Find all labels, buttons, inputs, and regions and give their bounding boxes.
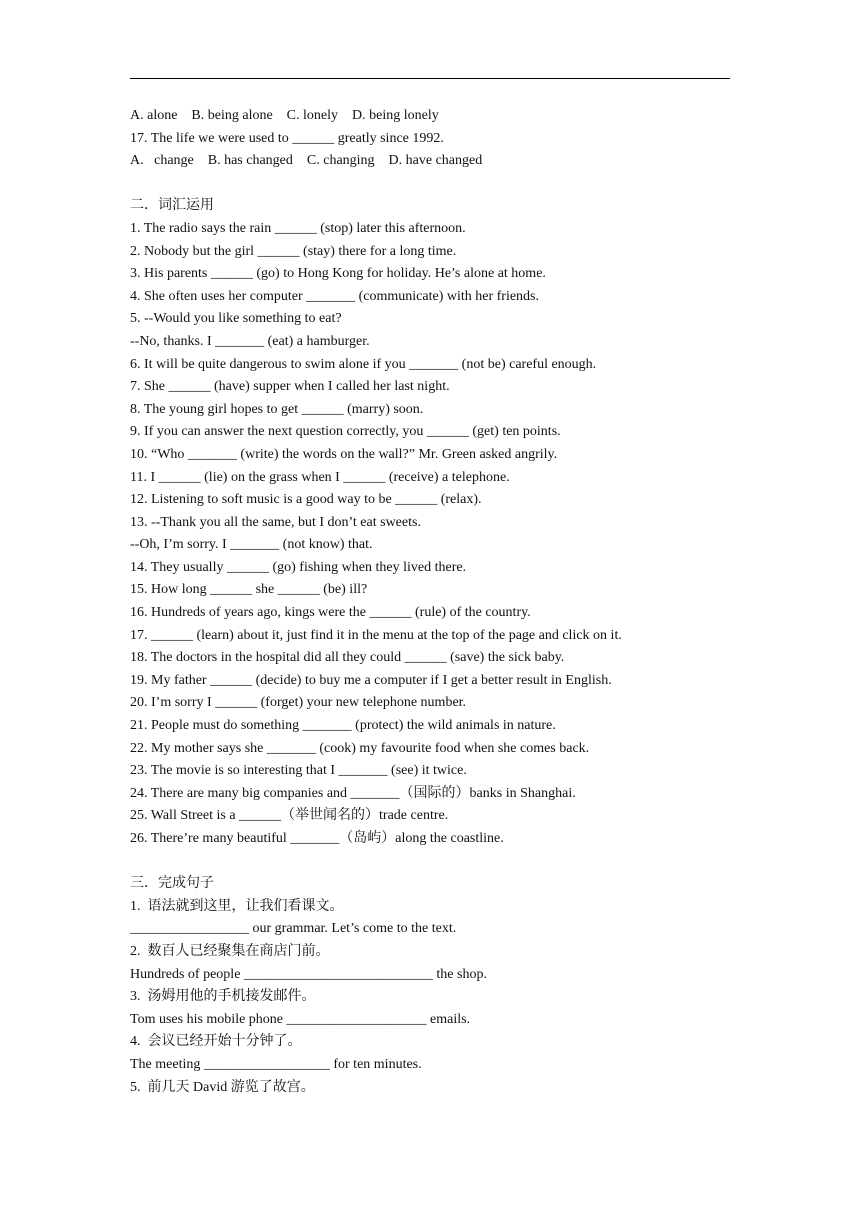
exercise-line: 23. The movie is so interesting that I _______ (see) it twice.	[130, 763, 467, 779]
exercise-line: 14. They usually ______ (go) fishing when they lived there.	[130, 559, 467, 575]
sentence-answer-line: Tom uses his mobile phone ____________________ emails.	[130, 1011, 471, 1027]
exercise-line: 16. Hundreds of years ago, kings were the ______ (rule) of the country.	[130, 605, 531, 621]
sentence-prompt: 3. 汤姆用他的手机接发邮件。	[130, 989, 316, 1005]
exercise-line: 25. Wall Street is a ______（举世闻名的）trade centre.	[130, 808, 449, 824]
section-title-complete-sentences: 三．完成句子	[130, 876, 214, 892]
exercise-line: 19. My father ______ (decide) to buy me a computer if I get a better result in English.	[130, 672, 612, 688]
sentence-prompt: 1. 语法就到这里，让我们看课文。	[130, 898, 344, 914]
exercise-line: 15. How long ______ she ______ (be) ill?	[130, 582, 368, 598]
exercise-line: 4. She often uses her computer _______ (communicate) with her friends.	[130, 288, 540, 304]
exercise-line: 2. Nobody but the girl ______ (stay) there for a long time.	[130, 243, 457, 259]
exercise-line: 6. It will be quite dangerous to swim alone if you _______ (not be) careful enough.	[130, 356, 597, 372]
header-rule	[130, 78, 730, 79]
exercise-line: 26. There’re many beautiful _______（岛屿）along the coastline.	[130, 831, 504, 846]
exercise-line: 9. If you can answer the next question correctly, you ______ (get) ten points.	[130, 424, 561, 440]
exercise-line: --Oh, I’m sorry. I _______ (not know) that.	[130, 537, 373, 553]
sentence-prompt: 5. 前几天 David 游览了故宫。	[130, 1079, 315, 1095]
exercise-line: 11. I ______ (lie) on the grass when I ______ (receive) a telephone.	[130, 469, 510, 485]
question-line: 17. The life we were used to ______ greatly since 1992.	[130, 130, 444, 146]
exercise-line: 17. ______ (learn) about it, just find it in the menu at the top of the page and click on it.	[130, 627, 622, 643]
section-gap	[130, 173, 750, 196]
sentence-answer-line: Hundreds of people ___________________________ the shop.	[130, 966, 487, 982]
exercise-line: 18. The doctors in the hospital did all they could ______ (save) the sick baby.	[130, 650, 565, 666]
option-line: A. alone B. being alone C. lonely D. being lonely	[130, 108, 439, 123]
exercise-line: 20. I’m sorry I ______ (forget) your new telephone number.	[130, 695, 467, 711]
exercise-line: --No, thanks. I _______ (eat) a hamburger.	[130, 333, 370, 349]
exercise-line: 13. --Thank you all the same, but I don’t eat sweets.	[130, 514, 421, 530]
sentence-answer-line: The meeting __________________ for ten minutes.	[130, 1056, 422, 1072]
section-title-vocabulary: 二．词汇运用	[130, 198, 214, 214]
exercise-line: 12. Listening to soft music is a good way to be ______ (relax).	[130, 492, 482, 508]
option-line: A. change B. has changed C. changing D. have changed	[130, 153, 483, 169]
exercise-line: 1. The radio says the rain ______ (stop) later this afternoon.	[130, 220, 466, 236]
section-gap	[130, 851, 750, 874]
exercise-line: 3. His parents ______ (go) to Hong Kong for holiday. He’s alone at home.	[130, 266, 546, 282]
exercise-line: 22. My mother says she _______ (cook) my favourite food when she comes back.	[130, 740, 590, 756]
exercise-line: 8. The young girl hopes to get ______ (marry) soon.	[130, 401, 424, 417]
sentence-prompt: 4. 会议已经开始十分钟了。	[130, 1034, 302, 1050]
exercise-line: 5. --Would you like something to eat?	[130, 311, 342, 327]
sentence-answer-line: _________________ our grammar. Let’s come to the text.	[130, 921, 457, 937]
exercise-line: 21. People must do something _______ (protect) the wild animals in nature.	[130, 718, 556, 734]
exercise-line: 7. She ______ (have) supper when I called her last night.	[130, 379, 450, 395]
document-content	[130, 105, 750, 1099]
exercise-line: 10. “Who _______ (write) the words on the wall?” Mr. Green asked angrily.	[130, 446, 558, 462]
exercise-line: 24. There are many big companies and _______（国际的）banks in Shanghai.	[130, 785, 576, 801]
sentence-prompt: 2. 数百人已经聚集在商店门前。	[130, 943, 330, 959]
